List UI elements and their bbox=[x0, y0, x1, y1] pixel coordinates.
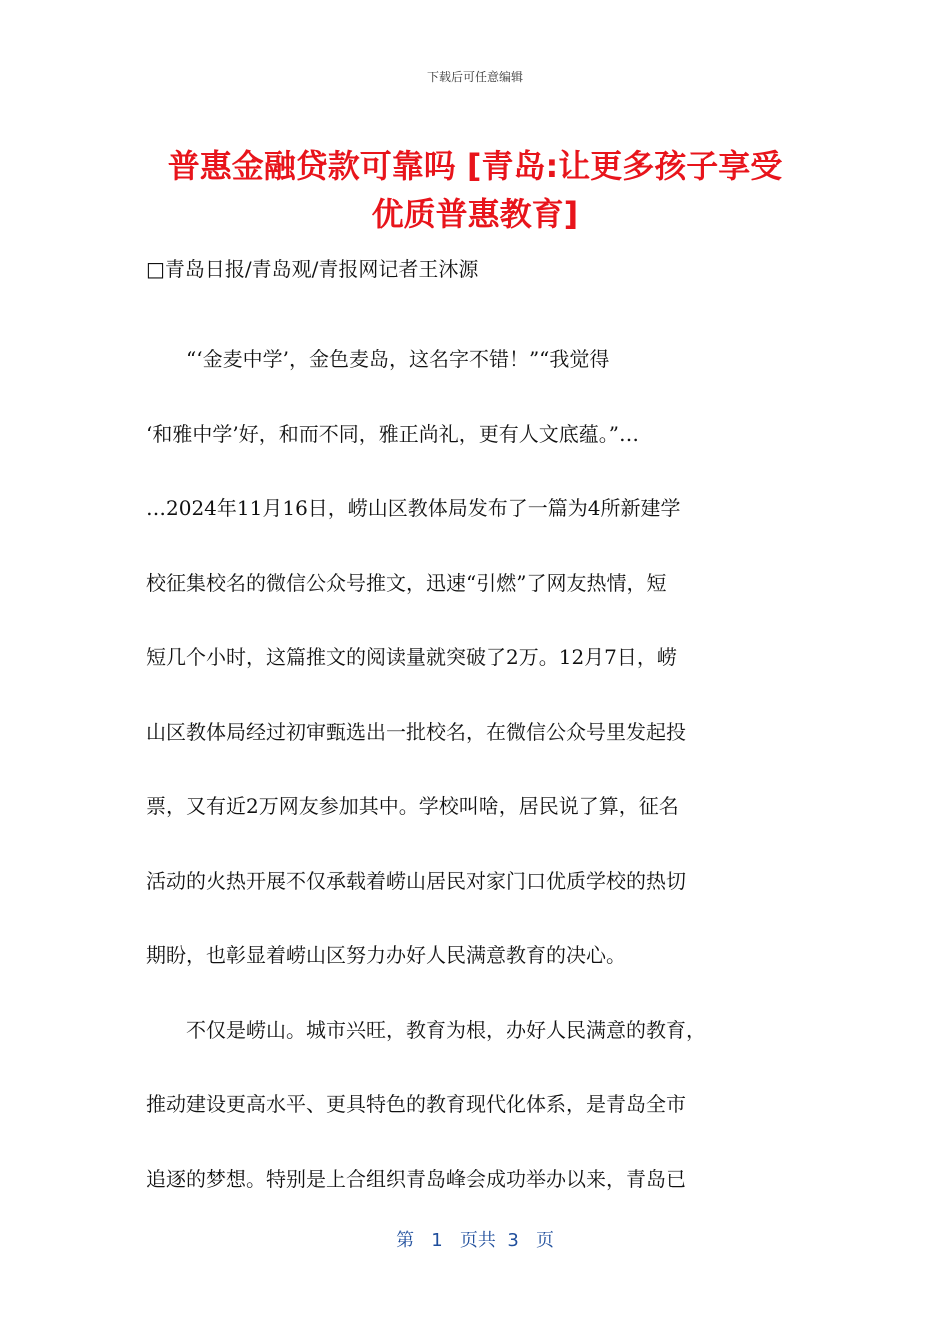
article-byline: □青岛日报/青岛观/青报网记者王沐源 bbox=[146, 257, 479, 281]
footer-total-pages: 3 bbox=[507, 1230, 519, 1251]
article-title-line-1: 普惠金融贷款可靠吗 [青岛:让更多孩子享受 bbox=[167, 147, 783, 185]
body-line: 追逐的梦想。特别是上合组织青岛峰会成功举办以来，青岛已 bbox=[146, 1166, 686, 1191]
body-line: 期盼，也彰显着崂山区努力办好人民满意教育的决心。 bbox=[146, 943, 626, 967]
body-line: 校征集校名的微信公众号推文，迅速“引燃”了网友热情，短 bbox=[146, 570, 667, 595]
body-line: 活动的火热开展不仅承载着崂山居民对家门口优质学校的热切 bbox=[146, 868, 686, 893]
body-line: …2024年11月16日，崂山区教体局发布了一篇为4所新建学 bbox=[146, 496, 681, 520]
article-title bbox=[140, 142, 810, 238]
article-body bbox=[146, 322, 806, 1216]
body-line: 不仅是崂山。城市兴旺，教育为根，办好人民满意的教育， bbox=[146, 1017, 706, 1042]
body-line: ‘和雅中学’好，和而不同，雅正尚礼，更有人文底蕴。”… bbox=[146, 421, 639, 446]
body-line: 票，又有近2万网友参加其中。学校叫啥，居民说了算，征名 bbox=[146, 794, 679, 818]
body-line: 山区教体局经过初审甄选出一批校名，在微信公众号里发起投 bbox=[146, 719, 686, 744]
footer-label-total: 页共 bbox=[459, 1230, 496, 1251]
footer-label-page: 第 bbox=[396, 1230, 415, 1251]
body-line: 推动建设更高水平、更具特色的教育现代化体系，是青岛全市 bbox=[146, 1092, 686, 1116]
header-note: 下载后可任意编辑 bbox=[426, 70, 523, 84]
footer-label-end: 页 bbox=[535, 1230, 554, 1251]
page-footer bbox=[0, 1226, 950, 1252]
body-line: 短几个小时，这篇推文的阅读量就突破了2万。12月7日，崂 bbox=[146, 645, 677, 669]
footer-page-number: 1 bbox=[431, 1230, 443, 1251]
article-title-line-2: 优质普惠教育] bbox=[371, 195, 579, 233]
body-line: “‘金麦中学’，金色麦岛，这名字不错！”“我觉得 bbox=[146, 347, 610, 371]
